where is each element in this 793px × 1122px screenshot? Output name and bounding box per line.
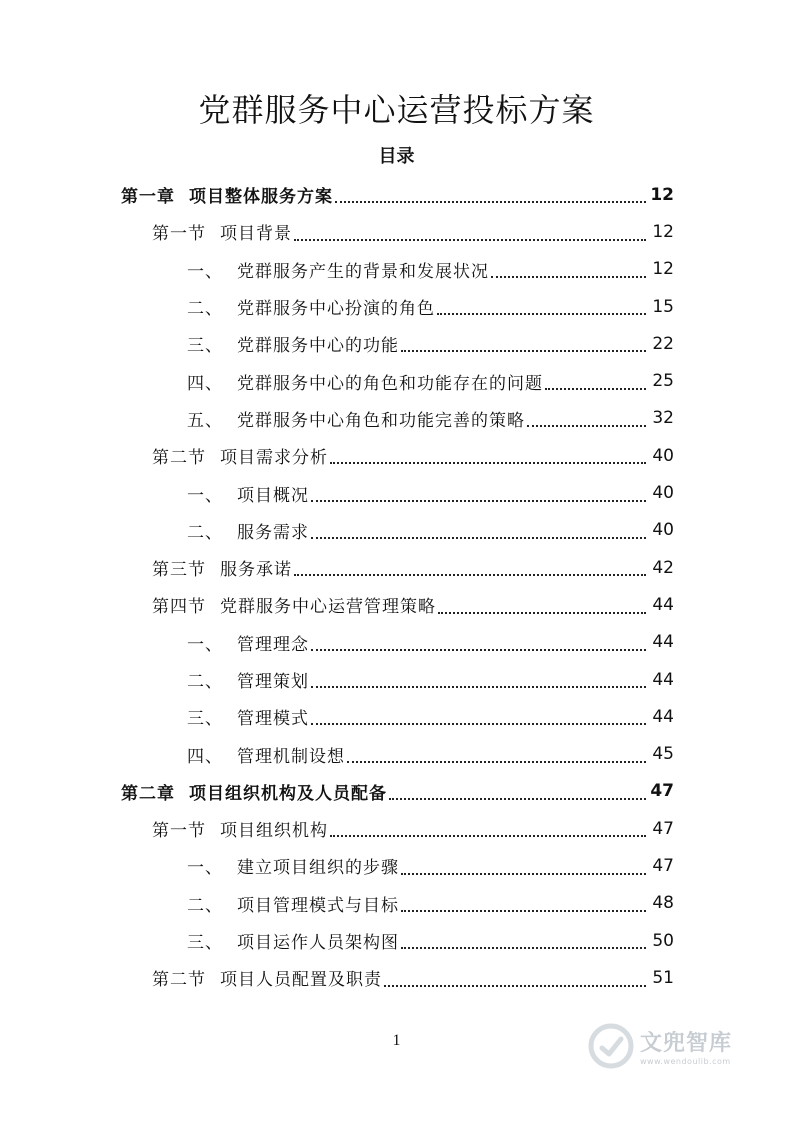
toc-entry-text: 项目概况 xyxy=(237,485,309,506)
toc-entry-page-number: 50 xyxy=(652,930,674,951)
toc-entry-page-number: 44 xyxy=(652,594,674,615)
toc-entry-text: 管理策划 xyxy=(237,672,309,692)
toc-leader-dots xyxy=(389,797,646,800)
toc-entry[interactable] xyxy=(0,922,793,959)
toc-entry-label xyxy=(152,592,436,617)
toc-entry-number: 一、 xyxy=(187,485,223,506)
toc-entry-number: 四、 xyxy=(187,746,223,767)
toc-entry[interactable] xyxy=(0,847,793,884)
toc-entry-number: 一、 xyxy=(187,634,223,655)
toc-entry-page-number: 40 xyxy=(652,483,674,504)
toc-entry-page-number: 47 xyxy=(652,855,674,876)
toc-entry[interactable] xyxy=(0,400,793,437)
toc-entry[interactable] xyxy=(0,474,793,511)
toc-leader-dots xyxy=(294,238,646,241)
toc-entry-page-number: 40 xyxy=(652,445,674,466)
toc-entry-label xyxy=(152,555,292,580)
toc-entry-label xyxy=(187,331,399,356)
toc-entry-label xyxy=(187,630,309,655)
table-of-contents xyxy=(0,176,793,997)
toc-entry-number: 第二节 xyxy=(152,448,206,469)
toc-entry[interactable] xyxy=(0,437,793,474)
toc-entry-page-number: 15 xyxy=(652,296,674,317)
toc-entry-page-number: 12 xyxy=(650,184,674,205)
toc-entry-text: 党群服务产生的背景和发展状况 xyxy=(237,261,489,282)
toc-entry-page-number: 45 xyxy=(652,744,674,765)
toc-entry-label xyxy=(187,742,345,767)
toc-entry[interactable] xyxy=(0,362,793,399)
toc-entry[interactable] xyxy=(0,698,793,735)
toc-entry-text: 管理机制设想 xyxy=(237,746,345,767)
toc-entry-page-number: 47 xyxy=(652,818,674,839)
wendou-logo-icon xyxy=(588,1023,634,1069)
toc-entry-label xyxy=(152,219,292,244)
toc-entry-page-number: 32 xyxy=(652,408,674,429)
toc-entry-label xyxy=(187,257,489,282)
toc-leader-dots xyxy=(311,499,646,502)
toc-entry-text: 项目需求分析 xyxy=(220,448,328,469)
toc-entry-text: 项目组织机构 xyxy=(220,821,328,842)
toc-entry-label xyxy=(121,182,333,207)
toc-entry-page-number: 12 xyxy=(652,259,674,280)
toc-entry-page-number: 40 xyxy=(652,520,674,541)
toc-entry-text: 项目运作人员架构图 xyxy=(237,933,399,954)
toc-entry[interactable] xyxy=(0,512,793,549)
toc-entry-text: 项目人员配置及职责 xyxy=(220,970,382,991)
toc-entry-page-number: 44 xyxy=(652,706,674,727)
toc-entry-number: 第一节 xyxy=(152,224,206,245)
toc-entry-label xyxy=(187,853,399,878)
toc-entry-number: 二、 xyxy=(187,895,223,916)
toc-entry[interactable] xyxy=(0,885,793,922)
toc-entry-page-number: 44 xyxy=(652,669,674,690)
toc-entry-number: 第一节 xyxy=(152,821,206,842)
toc-entry[interactable] xyxy=(0,251,793,288)
toc-leader-dots xyxy=(401,946,646,949)
toc-entry-label xyxy=(152,443,328,468)
toc-entry-number: 第二节 xyxy=(152,970,206,991)
toc-entry-number: 第二章 xyxy=(121,783,175,804)
toc-entry-number: 一、 xyxy=(187,858,223,879)
toc-leader-dots xyxy=(347,760,646,763)
toc-entry-number: 三、 xyxy=(187,336,223,357)
document-title: 党群服务中心运营投标方案 xyxy=(198,91,595,129)
toc-entry-text: 管理理念 xyxy=(237,634,309,655)
toc-leader-dots xyxy=(294,573,646,576)
toc-entry-text: 党群服务中心角色和功能完善的策略 xyxy=(237,410,525,431)
toc-entry-text: 服务需求 xyxy=(237,522,309,543)
toc-entry-text: 服务承诺 xyxy=(220,560,292,581)
toc-leader-dots xyxy=(330,834,646,837)
toc-entry[interactable] xyxy=(0,810,793,847)
toc-entry-page-number: 48 xyxy=(652,893,674,914)
toc-entry-label xyxy=(187,294,435,319)
toc-leader-dots xyxy=(311,685,646,688)
toc-heading: 目录 xyxy=(378,146,415,167)
toc-entry-text: 项目整体服务方案 xyxy=(189,187,333,208)
toc-entry-page-number: 22 xyxy=(652,333,674,354)
toc-entry[interactable] xyxy=(0,735,793,772)
toc-entry-text: 管理模式 xyxy=(237,709,309,730)
toc-entry-page-number: 12 xyxy=(652,221,674,242)
toc-leader-dots xyxy=(335,200,646,203)
toc-entry[interactable] xyxy=(0,288,793,325)
toc-entry-text: 项目管理模式与目标 xyxy=(237,895,399,916)
toc-leader-dots xyxy=(311,536,646,539)
toc-leader-dots xyxy=(491,275,646,278)
toc-entry-number: 二、 xyxy=(187,522,223,543)
toc-leader-dots xyxy=(384,984,646,987)
watermark-name: 文兜智库 xyxy=(640,1031,733,1056)
toc-entry-number: 五、 xyxy=(187,410,223,431)
toc-entry-text: 项目背景 xyxy=(220,224,292,245)
toc-entry-label xyxy=(187,406,525,431)
toc-leader-dots xyxy=(401,872,646,875)
toc-entry[interactable] xyxy=(0,624,793,661)
watermark-url: www.wendoulib.com xyxy=(640,1057,731,1066)
toc-entry[interactable] xyxy=(0,586,793,623)
toc-entry-page-number: 42 xyxy=(652,557,674,578)
toc-entry-text: 党群服务中心的功能 xyxy=(237,336,399,357)
toc-entry-text: 建立项目组织的步骤 xyxy=(237,858,399,879)
toc-entry-label xyxy=(187,928,399,953)
toc-entry-text: 党群服务中心的角色和功能存在的问题 xyxy=(237,373,543,394)
toc-entry-label xyxy=(187,891,399,916)
toc-entry[interactable] xyxy=(0,213,793,250)
toc-leader-dots xyxy=(330,461,646,464)
toc-entry-number: 三、 xyxy=(187,933,223,954)
toc-entry-label xyxy=(187,369,543,394)
toc-entry-number: 三、 xyxy=(187,709,223,730)
toc-entry-label xyxy=(121,779,387,804)
toc-entry[interactable] xyxy=(0,176,793,213)
toc-leader-dots xyxy=(401,349,646,352)
toc-entry[interactable] xyxy=(0,661,793,698)
toc-entry[interactable] xyxy=(0,773,793,810)
toc-entry-label xyxy=(187,518,309,543)
toc-entry-text: 党群服务中心运营管理策略 xyxy=(220,597,436,618)
toc-entry-text: 项目组织机构及人员配备 xyxy=(189,783,387,804)
toc-entry[interactable] xyxy=(0,325,793,362)
toc-entry-number: 二、 xyxy=(187,299,223,320)
page-number: 1 xyxy=(392,1032,401,1049)
toc-entry-label xyxy=(152,965,382,990)
toc-entry-number: 二、 xyxy=(187,672,223,692)
toc-leader-dots xyxy=(401,909,646,912)
toc-entry[interactable] xyxy=(0,959,793,996)
toc-leader-dots xyxy=(311,722,646,725)
toc-leader-dots xyxy=(527,424,646,427)
toc-leader-dots xyxy=(311,648,646,651)
toc-leader-dots xyxy=(438,611,646,614)
toc-entry-page-number: 51 xyxy=(652,967,674,988)
toc-entry-number: 一、 xyxy=(187,261,223,282)
toc-leader-dots xyxy=(437,312,646,315)
toc-entry-page-number: 44 xyxy=(652,632,674,653)
toc-entry-label xyxy=(187,704,309,729)
toc-entry-number: 四、 xyxy=(187,373,223,394)
toc-leader-dots xyxy=(545,387,646,390)
toc-entry-label xyxy=(152,816,328,841)
toc-entry-number: 第三节 xyxy=(152,560,206,581)
toc-entry[interactable] xyxy=(0,549,793,586)
toc-entry-label xyxy=(187,481,309,506)
toc-entry-page-number: 47 xyxy=(650,781,674,802)
watermark xyxy=(588,1016,758,1076)
toc-entry-number: 第一章 xyxy=(121,187,175,208)
toc-entry-number: 第四节 xyxy=(152,597,206,618)
toc-entry-label xyxy=(187,667,309,692)
toc-entry-text: 党群服务中心扮演的角色 xyxy=(237,299,435,320)
toc-entry-page-number: 25 xyxy=(652,371,674,392)
